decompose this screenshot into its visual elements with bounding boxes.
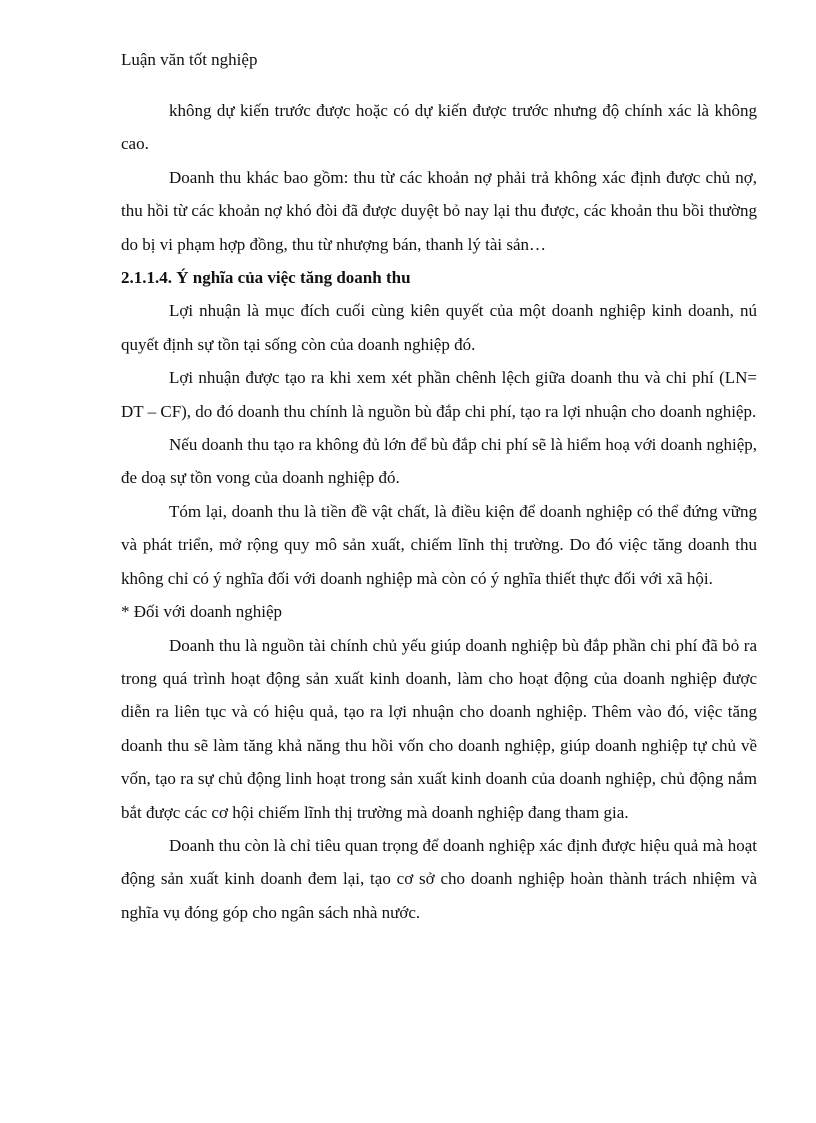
paragraph-summary: Tóm lại, doanh thu là tiền đề vật chất, là điều kiện để doanh nghiệp có thể đứng vững và phát triển, mở rộng quy mô sản xuất, chiếm lĩnh thị trường. Do đó việc tăng doanh thu không chỉ có ý nghĩa đối với doanh nghiệp mà còn có ý nghĩa thiết thực đối với xã hội. <box>121 501 757 588</box>
paragraph-efficiency-indicator: Doanh thu còn là chỉ tiêu quan trọng để doanh nghiệp xác định được hiệu quả mà hoạt động sản xuất kinh doanh đem lại, tạo cơ sở cho doanh nghiệp hoàn thành trách nhiệm và nghĩa vụ đóng góp cho ngân sách nhà nước. <box>121 835 757 922</box>
section-heading: 2.1.1.4. Ý nghĩa của việc tăng doanh thu <box>121 268 411 288</box>
bullet-for-enterprise: * Đối với doanh nghiệp <box>121 602 283 622</box>
document-body <box>121 94 757 929</box>
paragraph-revenue-risk: Nếu doanh thu tạo ra không đủ lớn để bù đắp chi phí sẽ là hiểm hoạ với doanh nghiệp, đe doạ sự tồn vong của doanh nghiệp đó. <box>121 435 757 488</box>
paragraph-profit-formula: Lợi nhuận được tạo ra khi xem xét phần chênh lệch giữa doanh thu và chi phí (LN= DT – CF), do đó doanh thu chính là nguồn bù đắp chi phí, tạo ra lợi nhuận cho doanh nghiệp. <box>121 368 757 421</box>
paragraph-continuation: không dự kiến trước được hoặc có dự kiến được trước nhưng độ chính xác là không cao. <box>121 101 757 154</box>
paragraph-profit-purpose: Lợi nhuận là mục đích cuối cùng kiên quyết của một doanh nghiệp kinh doanh, nú quyết định sự tồn tại sống còn của doanh nghiệp đó. <box>121 301 757 354</box>
paragraph-financial-source: Doanh thu là nguồn tài chính chủ yếu giúp doanh nghiệp bù đắp phần chi phí đã bỏ ra trong quá trình hoạt động sản xuất kinh doanh, làm cho hoạt động của doanh nghiệp được diễn ra liên tục và có hiệu quả, tạo ra lợi nhuận cho doanh nghiệp. Thêm vào đó, việc tăng doanh thu sẽ làm tăng khả năng thu hồi vốn cho doanh nghiệp, giúp doanh nghiệp tự chủ về vốn, tạo ra sự chủ động linh hoạt trong sản xuất kinh doanh của doanh nghiệp, chủ động nắm bắt được các cơ hội chiếm lĩnh thị trường mà doanh nghiệp đang tham gia. <box>121 635 757 822</box>
paragraph-other-revenue: Doanh thu khác bao gồm: thu từ các khoản nợ phải trả không xác định được chủ nợ, thu hồi từ các khoản nợ khó đòi đã được duyệt bỏ nay lại thu được, các khoản thu bồi thường do bị vi phạm hợp đồng, thu từ nhượng bán, thanh lý tài sản… <box>121 167 757 254</box>
page-header-title: Luận văn tốt nghiệp <box>121 50 258 69</box>
